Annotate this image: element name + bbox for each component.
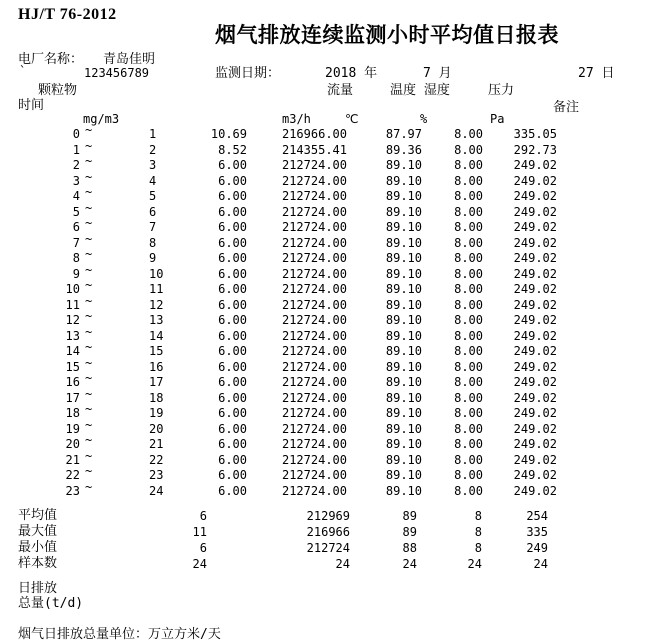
plant-name-label: 电厂名称： <box>18 52 84 67</box>
particulate-cell: 6.00 <box>218 421 247 436</box>
hour-start-cell: 0 <box>72 127 80 141</box>
hour-start-cell: 23 <box>65 483 80 498</box>
tilde-separator: ~ <box>85 324 93 339</box>
footnote: 烟气日排放总量单位：万立方米/天 <box>18 627 221 642</box>
hour-end-cell: 3 <box>149 158 157 172</box>
hour-end-cell: 2 <box>149 142 157 157</box>
hour-start-cell: 3 <box>72 173 80 188</box>
summary-flow-cell: 216966 <box>306 525 350 539</box>
flow-cell: 212724.00 <box>281 189 347 203</box>
summary-temperature-cell: 24 <box>402 557 417 571</box>
summary-label-cell: 最大值 <box>18 524 58 539</box>
pressure-cell: 249.02 <box>513 328 557 343</box>
hour-end-cell: 17 <box>149 375 164 389</box>
hour-end-cell: 11 <box>149 282 164 296</box>
temperature-cell: 89.10 <box>385 313 422 327</box>
flow-cell: 214355.41 <box>281 142 347 157</box>
summary-row <box>0 508 652 524</box>
flow-cell: 212724.00 <box>281 421 347 436</box>
pressure-cell: 249.02 <box>513 297 557 312</box>
humidity-cell: 8.00 <box>454 173 483 188</box>
summary-humidity-cell: 24 <box>467 557 482 571</box>
pressure-cell: 249.02 <box>513 173 557 188</box>
temperature-cell: 89.10 <box>385 437 422 451</box>
humidity-cell: 8.00 <box>454 266 483 281</box>
standard-code-label: HJ/T 76-2012 <box>18 6 117 23</box>
particulate-cell: 6.00 <box>218 406 247 420</box>
hour-start-cell: 8 <box>72 251 80 265</box>
particulate-cell: 6.00 <box>218 452 247 467</box>
hour-end-cell: 5 <box>149 189 157 203</box>
temperature-cell: 89.10 <box>385 158 422 172</box>
temperature-cell: 89.10 <box>385 483 422 498</box>
temperature-cell: 89.10 <box>385 173 422 188</box>
hour-end-cell: 15 <box>149 344 164 358</box>
temperature-cell: 89.10 <box>385 204 422 219</box>
temperature-cell: 89.10 <box>385 375 422 389</box>
unit-humidity: % <box>420 112 428 126</box>
tilde-separator: ~ <box>85 433 93 447</box>
pressure-cell: 249.02 <box>513 266 557 281</box>
flow-cell: 212724.00 <box>281 235 347 250</box>
column-header-time: 时间 <box>18 98 45 113</box>
unit-particulate: mg/m3 <box>83 112 120 126</box>
summary-pressure-cell: 335 <box>526 525 548 539</box>
temperature-cell: 89.10 <box>385 282 422 296</box>
daily-emission-label-line2: 总量(t/d) <box>18 596 84 611</box>
flow-cell: 212724.00 <box>281 173 347 188</box>
particulate-cell: 6.00 <box>218 359 247 374</box>
plant-code-mark: ` <box>19 64 27 78</box>
pressure-cell: 249.02 <box>513 158 557 172</box>
summary-temperature-cell: 89 <box>402 525 417 539</box>
hour-start-cell: 17 <box>65 390 80 405</box>
flow-cell: 212724.00 <box>281 158 347 172</box>
hour-start-cell: 6 <box>72 220 80 234</box>
hour-end-cell: 8 <box>149 235 157 250</box>
temperature-cell: 89.10 <box>385 235 422 250</box>
particulate-cell: 6.00 <box>218 251 247 265</box>
humidity-cell: 8.00 <box>454 158 483 172</box>
hour-end-cell: 16 <box>149 359 164 374</box>
summary-table <box>0 508 652 572</box>
temperature-cell: 89.10 <box>385 189 422 203</box>
hour-end-cell: 9 <box>149 251 157 265</box>
tilde-separator: ~ <box>85 402 93 416</box>
hour-end-cell: 1 <box>149 127 157 141</box>
hour-end-cell: 20 <box>149 421 164 436</box>
summary-temperature-cell: 88 <box>402 541 417 555</box>
summary-humidity-cell: 8 <box>474 525 482 539</box>
humidity-cell: 8.00 <box>454 328 483 343</box>
hour-end-cell: 19 <box>149 406 164 420</box>
pressure-cell: 249.02 <box>513 390 557 405</box>
tilde-separator: ~ <box>85 355 93 370</box>
hour-start-cell: 12 <box>65 313 80 327</box>
pressure-cell: 249.02 <box>513 406 557 420</box>
particulate-cell: 6.00 <box>218 483 247 498</box>
data-table <box>0 123 652 499</box>
flow-cell: 212724.00 <box>281 452 347 467</box>
hour-start-cell: 1 <box>72 142 80 157</box>
hour-end-cell: 21 <box>149 437 164 451</box>
hour-start-cell: 21 <box>65 452 80 467</box>
tilde-separator: ~ <box>85 386 93 401</box>
unit-flow: m3/h <box>282 112 311 126</box>
table-row <box>0 479 652 500</box>
humidity-cell: 8.00 <box>454 375 483 389</box>
summary-humidity-cell: 8 <box>474 541 482 555</box>
pressure-cell: 335.05 <box>513 127 557 141</box>
flow-cell: 212724.00 <box>281 483 347 498</box>
flow-cell: 212724.00 <box>281 220 347 234</box>
humidity-cell: 8.00 <box>454 127 483 141</box>
particulate-cell: 6.00 <box>218 282 247 296</box>
pressure-cell: 249.02 <box>513 452 557 467</box>
particulate-cell: 6.00 <box>218 204 247 219</box>
pressure-cell: 249.02 <box>513 468 557 482</box>
particulate-cell: 6.00 <box>218 158 247 172</box>
humidity-cell: 8.00 <box>454 437 483 451</box>
pressure-cell: 249.02 <box>513 359 557 374</box>
column-header-particulate: 颗粒物 <box>38 83 78 98</box>
pressure-cell: 249.02 <box>513 189 557 203</box>
flow-cell: 212724.00 <box>281 266 347 281</box>
flow-cell: 216966.00 <box>281 127 347 141</box>
tilde-separator: ~ <box>85 200 93 215</box>
particulate-cell: 6.00 <box>218 220 247 234</box>
flow-cell: 212724.00 <box>281 204 347 219</box>
humidity-cell: 8.00 <box>454 406 483 420</box>
humidity-cell: 8.00 <box>454 390 483 405</box>
hour-start-cell: 9 <box>72 266 80 281</box>
particulate-cell: 6.00 <box>218 390 247 405</box>
tilde-separator: ~ <box>85 293 93 308</box>
hour-start-cell: 14 <box>65 344 80 358</box>
summary-pressure-cell: 254 <box>526 509 548 523</box>
summary-flow-cell: 212969 <box>306 509 350 523</box>
particulate-cell: 6.00 <box>218 297 247 312</box>
flow-cell: 212724.00 <box>281 282 347 296</box>
monitor-date-day: 27 日 <box>578 66 615 81</box>
hour-start-cell: 2 <box>72 158 80 172</box>
pressure-cell: 249.02 <box>513 344 557 358</box>
particulate-cell: 6.00 <box>218 437 247 451</box>
hour-start-cell: 20 <box>65 437 80 451</box>
pressure-cell: 249.02 <box>513 220 557 234</box>
summary-flow-cell: 24 <box>335 557 350 571</box>
temperature-cell: 89.10 <box>385 468 422 482</box>
temperature-cell: 89.10 <box>385 328 422 343</box>
humidity-cell: 8.00 <box>454 204 483 219</box>
summary-temperature-cell: 89 <box>402 509 417 523</box>
flow-cell: 212724.00 <box>281 468 347 482</box>
tilde-separator: ~ <box>85 138 93 153</box>
hour-start-cell: 10 <box>65 282 80 296</box>
particulate-cell: 6.00 <box>218 344 247 358</box>
hour-end-cell: 18 <box>149 390 164 405</box>
pressure-cell: 249.02 <box>513 235 557 250</box>
flow-cell: 212724.00 <box>281 375 347 389</box>
hour-start-cell: 19 <box>65 421 80 436</box>
page-title: 烟气排放连续监测小时平均值日报表 <box>215 23 559 47</box>
tilde-separator: ~ <box>85 309 93 323</box>
humidity-cell: 8.00 <box>454 142 483 157</box>
temperature-cell: 89.10 <box>385 266 422 281</box>
tilde-separator: ~ <box>85 154 93 168</box>
humidity-cell: 8.00 <box>454 297 483 312</box>
temperature-cell: 87.97 <box>385 127 422 141</box>
humidity-cell: 8.00 <box>454 468 483 482</box>
column-header-pressure: 压力 <box>488 83 515 98</box>
tilde-separator: ~ <box>85 185 93 199</box>
summary-particulate-cell: 6 <box>199 541 207 555</box>
humidity-cell: 8.00 <box>454 235 483 250</box>
humidity-cell: 8.00 <box>454 251 483 265</box>
flow-cell: 212724.00 <box>281 251 347 265</box>
hour-start-cell: 18 <box>65 406 80 420</box>
hour-end-cell: 24 <box>149 483 164 498</box>
summary-row <box>0 524 652 540</box>
particulate-cell: 6.00 <box>218 266 247 281</box>
tilde-separator: ~ <box>85 169 93 184</box>
hour-end-cell: 12 <box>149 297 164 312</box>
flow-cell: 212724.00 <box>281 297 347 312</box>
temperature-cell: 89.10 <box>385 251 422 265</box>
hour-end-cell: 6 <box>149 204 157 219</box>
hour-end-cell: 7 <box>149 220 157 234</box>
tilde-separator: ~ <box>85 123 93 137</box>
hour-end-cell: 22 <box>149 452 164 467</box>
temperature-cell: 89.10 <box>385 390 422 405</box>
particulate-cell: 6.00 <box>218 235 247 250</box>
pressure-cell: 249.02 <box>513 375 557 389</box>
pressure-cell: 249.02 <box>513 282 557 296</box>
summary-particulate-cell: 24 <box>192 557 207 571</box>
summary-label-cell: 样本数 <box>18 556 58 571</box>
hour-start-cell: 7 <box>72 235 80 250</box>
column-header-temp-humidity: 温度 湿度 <box>390 83 450 98</box>
humidity-cell: 8.00 <box>454 452 483 467</box>
humidity-cell: 8.00 <box>454 421 483 436</box>
hour-start-cell: 16 <box>65 375 80 389</box>
plant-name-value: 青岛佳明 <box>103 52 156 67</box>
flow-cell: 212724.00 <box>281 313 347 327</box>
hour-end-cell: 10 <box>149 266 164 281</box>
tilde-separator: ~ <box>85 247 93 261</box>
particulate-cell: 6.00 <box>218 173 247 188</box>
daily-emission-label-line1: 日排放 <box>18 581 58 596</box>
summary-humidity-cell: 8 <box>474 509 482 523</box>
flow-cell: 212724.00 <box>281 328 347 343</box>
unit-temperature: ℃ <box>345 112 359 126</box>
flow-cell: 212724.00 <box>281 344 347 358</box>
particulate-cell: 6.00 <box>218 468 247 482</box>
humidity-cell: 8.00 <box>454 313 483 327</box>
hour-start-cell: 13 <box>65 328 80 343</box>
summary-label-cell: 平均值 <box>18 508 58 523</box>
tilde-separator: ~ <box>85 340 93 354</box>
temperature-cell: 89.10 <box>385 406 422 420</box>
summary-particulate-cell: 11 <box>192 525 207 539</box>
particulate-cell: 8.52 <box>218 142 247 157</box>
tilde-separator: ~ <box>85 371 93 385</box>
hour-end-cell: 13 <box>149 313 164 327</box>
humidity-cell: 8.00 <box>454 189 483 203</box>
summary-row <box>0 540 652 556</box>
pressure-cell: 249.02 <box>513 251 557 265</box>
humidity-cell: 8.00 <box>454 359 483 374</box>
temperature-cell: 89.10 <box>385 421 422 436</box>
pressure-cell: 249.02 <box>513 437 557 451</box>
pressure-cell: 292.73 <box>513 142 557 157</box>
hour-end-cell: 23 <box>149 468 164 482</box>
temperature-cell: 89.36 <box>385 142 422 157</box>
particulate-cell: 6.00 <box>218 313 247 327</box>
pressure-cell: 249.02 <box>513 204 557 219</box>
tilde-separator: ~ <box>85 479 93 494</box>
temperature-cell: 89.10 <box>385 220 422 234</box>
temperature-cell: 89.10 <box>385 344 422 358</box>
humidity-cell: 8.00 <box>454 483 483 498</box>
plant-code-value: 123456789 <box>84 66 150 80</box>
tilde-separator: ~ <box>85 216 93 230</box>
hour-start-cell: 11 <box>65 297 80 312</box>
hour-end-cell: 14 <box>149 328 164 343</box>
flow-cell: 212724.00 <box>281 390 347 405</box>
column-header-remark: 备注 <box>553 100 580 115</box>
pressure-cell: 249.02 <box>513 483 557 498</box>
column-header-flow: 流量 <box>327 83 354 98</box>
summary-pressure-cell: 249 <box>526 541 548 555</box>
particulate-cell: 6.00 <box>218 328 247 343</box>
hour-start-cell: 4 <box>72 189 80 203</box>
monitor-date-month: 7 月 <box>423 66 452 81</box>
summary-particulate-cell: 6 <box>199 509 207 523</box>
hour-start-cell: 22 <box>65 468 80 482</box>
temperature-cell: 89.10 <box>385 452 422 467</box>
hour-start-cell: 5 <box>72 204 80 219</box>
tilde-separator: ~ <box>85 464 93 478</box>
summary-row <box>0 556 652 572</box>
tilde-separator: ~ <box>85 448 93 463</box>
particulate-cell: 6.00 <box>218 375 247 389</box>
flow-cell: 212724.00 <box>281 359 347 374</box>
flow-cell: 212724.00 <box>281 437 347 451</box>
temperature-cell: 89.10 <box>385 297 422 312</box>
monitor-date-label: 监测日期： <box>215 66 281 81</box>
humidity-cell: 8.00 <box>454 282 483 296</box>
temperature-cell: 89.10 <box>385 359 422 374</box>
tilde-separator: ~ <box>85 417 93 432</box>
particulate-cell: 10.69 <box>210 127 247 141</box>
humidity-cell: 8.00 <box>454 344 483 358</box>
tilde-separator: ~ <box>85 278 93 292</box>
monitor-date-year: 2018 年 <box>325 66 378 81</box>
humidity-cell: 8.00 <box>454 220 483 234</box>
summary-flow-cell: 212724 <box>306 541 350 555</box>
unit-pressure: Pa <box>490 112 505 126</box>
tilde-separator: ~ <box>85 262 93 277</box>
particulate-cell: 6.00 <box>218 189 247 203</box>
pressure-cell: 249.02 <box>513 421 557 436</box>
flow-cell: 212724.00 <box>281 406 347 420</box>
summary-pressure-cell: 24 <box>533 557 548 571</box>
hour-start-cell: 15 <box>65 359 80 374</box>
hour-end-cell: 4 <box>149 173 157 188</box>
tilde-separator: ~ <box>85 231 93 246</box>
summary-label-cell: 最小值 <box>18 540 58 555</box>
pressure-cell: 249.02 <box>513 313 557 327</box>
